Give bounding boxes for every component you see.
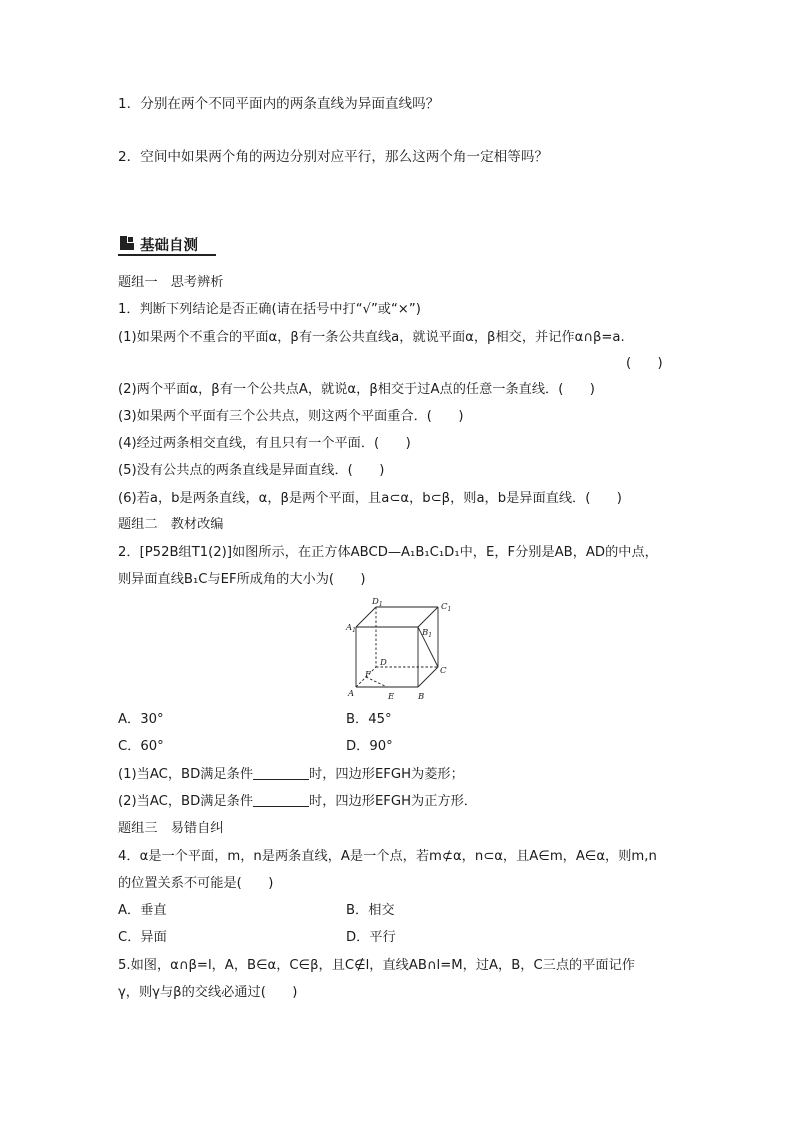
blank-1-suffix: 时，四边形EFGH为菱形； [309, 767, 464, 782]
blank-2-prefix: (2)当AC，BD满足条件 [118, 794, 254, 809]
blank-1-fill[interactable] [253, 766, 309, 780]
blank-line-2 [118, 793, 477, 811]
blank-2-fill[interactable] [253, 793, 309, 807]
question-2-line-2: 则异面直线B₁C与EF所成角的大小为( ) [118, 572, 366, 587]
q4-option-b: B．相交 [346, 903, 395, 918]
question-4-line-2: 的位置关系不可能是( ) [118, 876, 274, 891]
label-b: B [418, 692, 425, 702]
label-d1: $D_1$ [372, 597, 383, 608]
question-5-line-2: γ，则γ与β的交线必通过( ) [118, 985, 298, 1000]
statement-1: (1)如果两个不重合的平面α，β有一条公共直线a，就说平面α，β相交，并记作α∩β=a. [118, 330, 625, 345]
blank-line-1 [118, 766, 464, 784]
label-c1: $C_1$ [441, 602, 452, 613]
statement-6: (6)若a，b是两条直线，α，β是两个平面，且a⊂α，b⊂β，则a，b是异面直线．( ) [118, 491, 622, 506]
label-e: E [388, 692, 395, 702]
section-heading [118, 233, 216, 255]
blank-2-suffix: 时，四边形EFGH为正方形． [309, 794, 477, 809]
q2-option-d: D．90° [346, 739, 393, 754]
label-a: A [348, 689, 355, 699]
group1-title: 题组一 思考辨析 [118, 275, 224, 290]
q2-option-c: C．60° [118, 739, 164, 754]
statement-5: (5)没有公共点的两条直线是异面直线．( ) [118, 463, 385, 478]
label-b1: $B_1$ [422, 628, 433, 639]
cube-diagram [340, 595, 460, 705]
group2-title: 题组二 教材改编 [118, 517, 224, 532]
statement-2: (2)两个平面α，β有一个公共点A，就说α，β相交于过A点的任意一条直线．( ) [118, 382, 595, 397]
q2-option-b: B．45° [346, 712, 392, 727]
statement-1-answer-paren: ( ) [626, 356, 663, 371]
vertex-labels [345, 597, 451, 702]
intro-question-1: 1．分别在两个不同平面内的两条直线为异面直线吗？ [118, 96, 440, 112]
edge-b1-c1 [418, 607, 438, 627]
statement-4: (4)经过两条相交直线，有且只有一个平面．( ) [118, 436, 411, 451]
label-c: C [440, 666, 447, 676]
question-5-line-1: 5.如图，α∩β=l，A，B∈α，C∈β，且C∉l，直线AB∩l=M，过A，B，C三点的平面记作 [118, 958, 635, 973]
section-title: 基础自测 [140, 238, 198, 254]
question-4-line-1: 4．α是一个平面，m，n是两条直线，A是一个点，若m⊄α，n⊂α，且A∈m，A∈α，则m,n [118, 849, 657, 864]
q2-option-a: A．30° [118, 712, 164, 727]
section-underline [118, 254, 216, 256]
label-d: D [380, 658, 387, 668]
blank-1-prefix: (1)当AC，BD满足条件 [118, 767, 254, 782]
label-f: F [365, 670, 371, 680]
q4-option-c: C．异面 [118, 930, 167, 945]
question-1-stem: 1．判断下列结论是否正确(请在括号中打“√”或“×”) [118, 302, 421, 317]
group3-title: 题组三 易错自纠 [118, 821, 224, 836]
q4-option-d: D．平行 [346, 930, 396, 945]
question-2-line-1: 2．[P52B组T1(2)]如图所示，在正方体ABCD—A₁B₁C₁D₁中，E，F分别是AB，AD的中点， [118, 545, 658, 560]
statement-3: (3)如果两个平面有三个公共点，则这两个平面重合．( ) [118, 409, 464, 424]
q4-option-a: A．垂直 [118, 903, 167, 918]
intro-question-2: 2．空间中如果两个角的两边分别对应平行，那么这两个角一定相等吗？ [118, 149, 549, 165]
edge-b-c [418, 667, 438, 687]
cube-figure [340, 595, 460, 705]
edge-a1-d1 [356, 607, 376, 627]
label-a1: $A_1$ [346, 623, 356, 634]
